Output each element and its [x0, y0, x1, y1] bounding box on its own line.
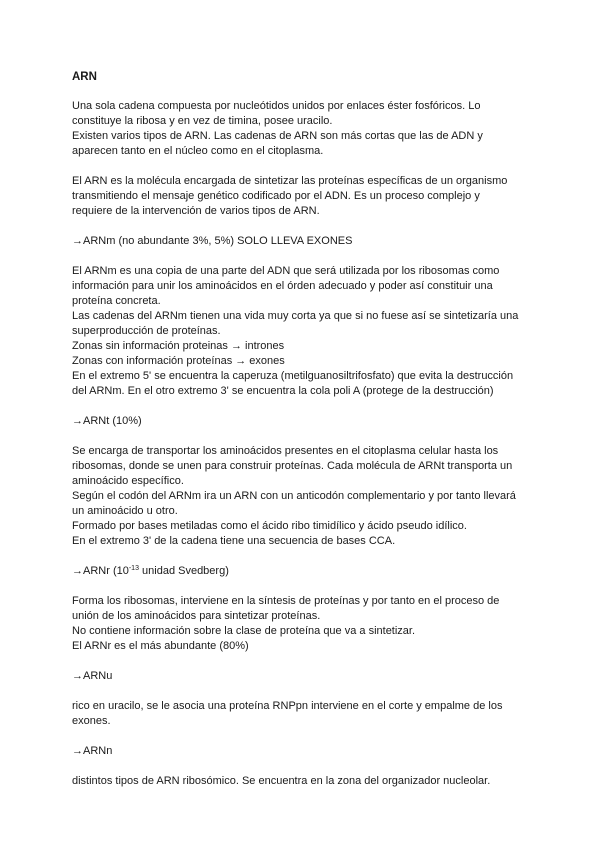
arnr-paragraph	[72, 594, 530, 654]
document-title: ARN	[72, 71, 97, 83]
text-line: En el extremo 3' de la cadena tiene una secuencia de bases CCA.	[72, 535, 396, 547]
text-line: proteína concreta.	[72, 295, 161, 307]
text-line: aparecen tanto en el núcleo como en el citoplasma.	[72, 145, 324, 157]
text-line: ribosomas, donde se unen para construir proteínas. Cada molécula de ARNt transporta un	[72, 460, 513, 472]
arnr-heading-exponent: -13	[128, 565, 139, 572]
arnu-heading: →ARNu	[72, 670, 113, 682]
text-line: El ARNm es una copia de una parte del ADN que será utilizada por los ribosomas como	[72, 265, 500, 277]
text-line: Forma los ribosomas, interviene en la síntesis de proteínas y por tanto en el proceso de	[72, 595, 500, 607]
arnt-heading: →ARNt (10%)	[72, 415, 142, 427]
text-line: del ARNm. En el otro extremo 3' se encuentra la cola poli A (protege de la destrucción)	[72, 385, 494, 397]
intro-paragraph	[72, 99, 530, 159]
text-line: Según el codón del ARNm ira un ARN con un anticodón complementario y por tanto llevará	[72, 490, 516, 502]
text-line: exones.	[72, 715, 111, 727]
arnr-heading	[72, 564, 530, 579]
arnu-paragraph	[72, 699, 530, 729]
arnt-paragraph	[72, 444, 530, 549]
text-line: Formado por bases metiladas como el ácido ribo timidílico y ácido pseudo idílico.	[72, 520, 467, 532]
text-line: transmitiendo el mensaje genético codificado por el ADN. Es un proceso complejo y	[72, 190, 480, 202]
text-line: aminoácido específico.	[72, 475, 184, 487]
text-line: Una sola cadena compuesta por nucleótidos unidos por enlaces éster fosfóricos. Lo	[72, 100, 481, 112]
function-paragraph	[72, 174, 530, 219]
text-line: constituye la ribosa y en vez de timina, posee uracilo.	[72, 115, 333, 127]
text-line: El ARNr es el más abundante (80%)	[72, 640, 249, 652]
text-line: No contiene información sobre la clase de proteína que va a sintetizar.	[72, 625, 416, 637]
text-line: Zonas sin información proteinas → intrones	[72, 340, 285, 352]
text-line: En el extremo 5' se encuentra la caperuza (metilguanosiltrifosfato) que evita la destrucción	[72, 370, 514, 382]
text-line: unión de los aminoácidos para sintetizar proteínas.	[72, 610, 321, 622]
text-line: un aminoácido u otro.	[72, 505, 178, 517]
arnn-heading: →ARNn	[72, 745, 113, 757]
text-line: distintos tipos de ARN ribosómico. Se encuentra en la zona del organizador nucleolar.	[72, 775, 491, 787]
text-line: superproducción de proteínas.	[72, 325, 221, 337]
text-line: El ARN es la molécula encargada de sintetizar las proteínas específicas de un organismo	[72, 175, 508, 187]
arnm-heading: →ARNm (no abundante 3%, 5%) SOLO LLEVA EXONES	[72, 235, 353, 247]
text-line: Zonas con información proteínas → exones	[72, 355, 285, 367]
text-line: Las cadenas del ARNm tienen una vida muy corta ya que si no fuese así se sintetizaría una	[72, 310, 519, 322]
arnn-paragraph	[72, 774, 530, 789]
arnr-heading-prefix: →ARNr (10	[72, 565, 129, 577]
text-line: rico en uracilo, se le asocia una proteína RNPpn interviene en el corte y empalme de los	[72, 700, 503, 712]
text-line: Existen varios tipos de ARN. Las cadenas de ARN son más cortas que las de ADN y	[72, 130, 483, 142]
arnm-paragraph	[72, 264, 530, 399]
text-line: requiere de la intervención de varios tipos de ARN.	[72, 205, 320, 217]
text-line: información para unir los aminoácidos en el órden adecuado y poder así constituir una	[72, 280, 493, 292]
arnr-heading-suffix: unidad Svedberg)	[138, 565, 229, 577]
text-line: Se encarga de transportar los aminoácidos presentes en el citoplasma celular hasta los	[72, 445, 499, 457]
